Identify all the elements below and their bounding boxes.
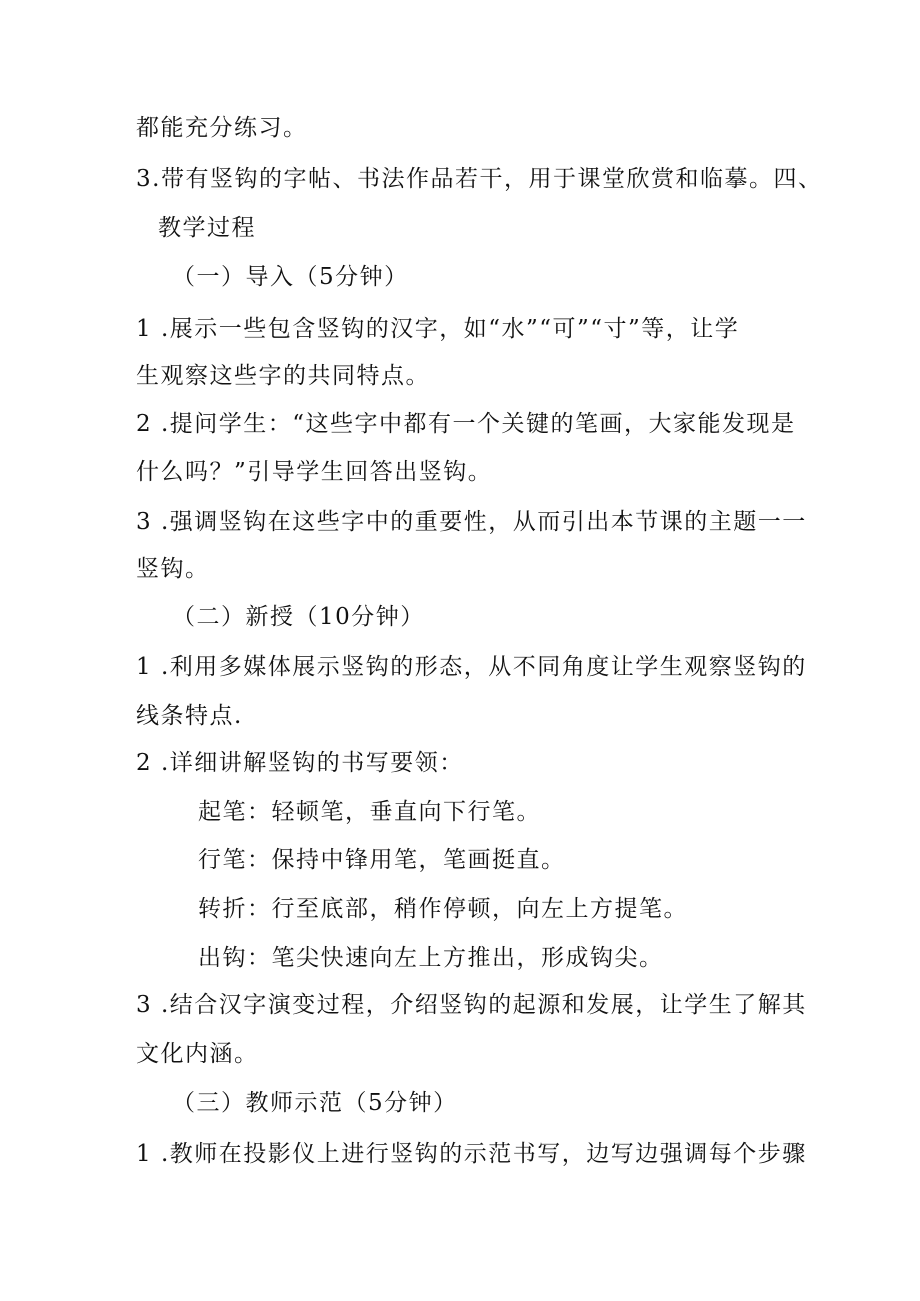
key-point-turn: 转折：行至底部，稍作停顿，向左上方提笔。 <box>198 896 688 922</box>
new-lesson-item-3: 3 .结合汉字演变过程，介绍竖钩的起源和发展，让学生了解其 <box>136 992 807 1018</box>
subheading-teacher-demo: （三）教师示范（5分钟） <box>172 1090 458 1116</box>
demo-item-1: 1 .教师在投影仪上进行竖钩的示范书写，边写边强调每个步骤 <box>136 1141 807 1167</box>
section-heading-teaching-process: 教学过程 <box>158 215 256 241</box>
new-lesson-item-1: 1 .利用多媒体展示竖钩的形态，从不同角度让学生观察竖钩的 <box>136 654 807 680</box>
subheading-introduction: （一）导入（5分钟） <box>172 264 409 290</box>
materials-item-3: 3.带有竖钩的字帖、书法作品若干，用于课堂欣赏和临摹。四、 <box>136 166 823 192</box>
new-lesson-item-3-cont: 文化内涵。 <box>136 1041 259 1067</box>
intro-item-2-cont: 什么吗？”引导学生回答出竖钩。 <box>136 459 493 485</box>
intro-item-1: 1 .展示一些包含竖钩的汉字，如“水”“可”“寸”等，让学 <box>136 316 740 342</box>
intro-item-1-cont: 生观察这些字的共同特点。 <box>136 363 430 389</box>
subheading-new-lesson: （二）新授（10分钟） <box>172 604 425 630</box>
key-point-start: 起笔：轻顿笔，垂直向下行笔。 <box>198 799 541 825</box>
intro-item-2: 2 .提问学生：“这些字中都有一个关键的笔画，大家能发现是 <box>136 411 796 437</box>
intro-item-3: 3 .强调竖钩在这些字中的重要性，从而引出本节课的主题一一 <box>136 509 807 535</box>
intro-item-3-cont: 竖钩。 <box>136 556 210 582</box>
paragraph-continuation: 都能充分练习。 <box>136 115 308 141</box>
new-lesson-item-2: 2 .详细讲解竖钩的书写要领： <box>136 750 464 776</box>
key-point-stroke: 行笔：保持中锋用笔，笔画挺直。 <box>198 847 566 873</box>
new-lesson-item-1-cont: 线条特点. <box>136 703 243 729</box>
key-point-hook: 出钩：笔尖快速向左上方推出，形成钩尖。 <box>198 945 664 971</box>
